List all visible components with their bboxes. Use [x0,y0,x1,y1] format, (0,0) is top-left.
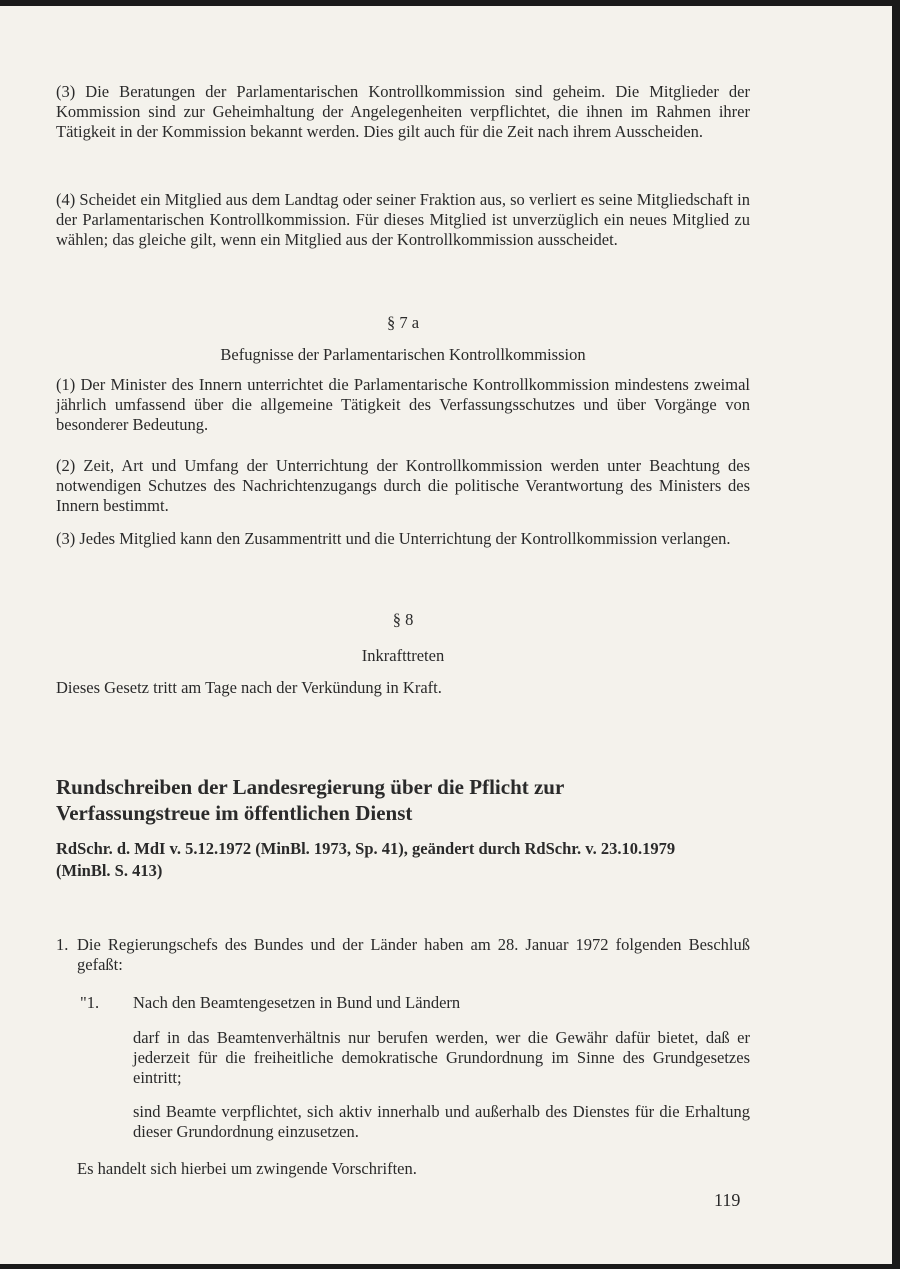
section-7a-paragraph-2: (2) Zeit, Art und Umfang der Unterrichtung der Kontrollkommission werden unter Beachtung des notwendigen Schutzes des Nachrichtenzugangs durch die politische Verantwortung des Ministers des Innern bestimmt. [56,456,750,515]
item-1-text: Die Regierungschefs des Bundes und der Länder haben am 28. Januar 1972 folgenden Beschluß gefaßt: [77,935,750,974]
section-7a-paragraph-3: (3) Jedes Mitglied kann den Zusammentritt und die Unterrichtung der Kontrollkommission verlangen. [56,529,731,548]
quote-number: "1. [80,993,100,1012]
closing-statement: Es handelt sich hierbei um zwingende Vorschriften. [77,1159,417,1178]
quote-text: Nach den Beamtengesetzen in Bund und Ländern [133,993,461,1012]
paragraph-4-membership: (4) Scheidet ein Mitglied aus dem Landtag oder seiner Fraktion aus, so verliert es seine Mitgliedschaft in der Parlamentarischen Kontrollkommission. Für dieses Mitglied ist unverzüglich ein neues Mitglied zu wählen; das gleiche gilt, wenn ein Mitglied aus der Kontrollkommission ausscheidet. [56,190,750,249]
sub-paragraph-1: darf in das Beamtenverhältnis nur berufen werden, wer die Gewähr dafür bietet, daß er jederzeit für die freiheitliche demokratische Grundordnung im Sinne des Grundgesetzes eintritt; [133,1028,750,1087]
section-8-title: Inkrafttreten [361,646,445,665]
circular-title: Rundschreiben der Landesregierung über die Pflicht zur Verfassungstreue im öffentlichen Dienst [56,775,565,825]
section-8-number: § 8 [392,610,414,629]
section-7a-title: Befugnisse der Parlamentarischen Kontrollkommission [220,345,586,364]
section-7a-paragraph-1: (1) Der Minister des Innern unterrichtet die Parlamentarische Kontrollkommission mindestens zweimal jährlich umfassend über die allgemeine Tätigkeit des Verfassungsschutzes und über Vorgänge von besonderer Bedeutung. [56,375,750,434]
page-number: 119 [714,1190,741,1210]
document-page [0,6,892,1264]
circular-meta: RdSchr. d. MdI v. 5.12.1972 (MinBl. 1973, Sp. 41), geändert durch RdSchr. v. 23.10.1979 (MinBl. S. 413) [56,839,676,880]
paragraph-3-secrecy: (3) Die Beratungen der Parlamentarischen Kontrollkommission sind geheim. Die Mitglieder der Kommission sind zur Geheimhaltung der Angelegenheiten verpflichtet, die ihnen im Rahmen ihrer Tätigkeit in der Kommission bekannt werden. Dies gilt auch für die Zeit nach ihrem Ausscheiden. [56,82,750,141]
section-8-text: Dieses Gesetz tritt am Tage nach der Verkündung in Kraft. [56,678,442,697]
item-1-number: 1. [56,935,69,954]
section-7a-number: § 7 a [386,313,420,332]
sub-paragraph-2: sind Beamte verpflichtet, sich aktiv innerhalb und außerhalb des Dienstes für die Erhaltung dieser Grundordnung einzusetzen. [133,1102,750,1141]
